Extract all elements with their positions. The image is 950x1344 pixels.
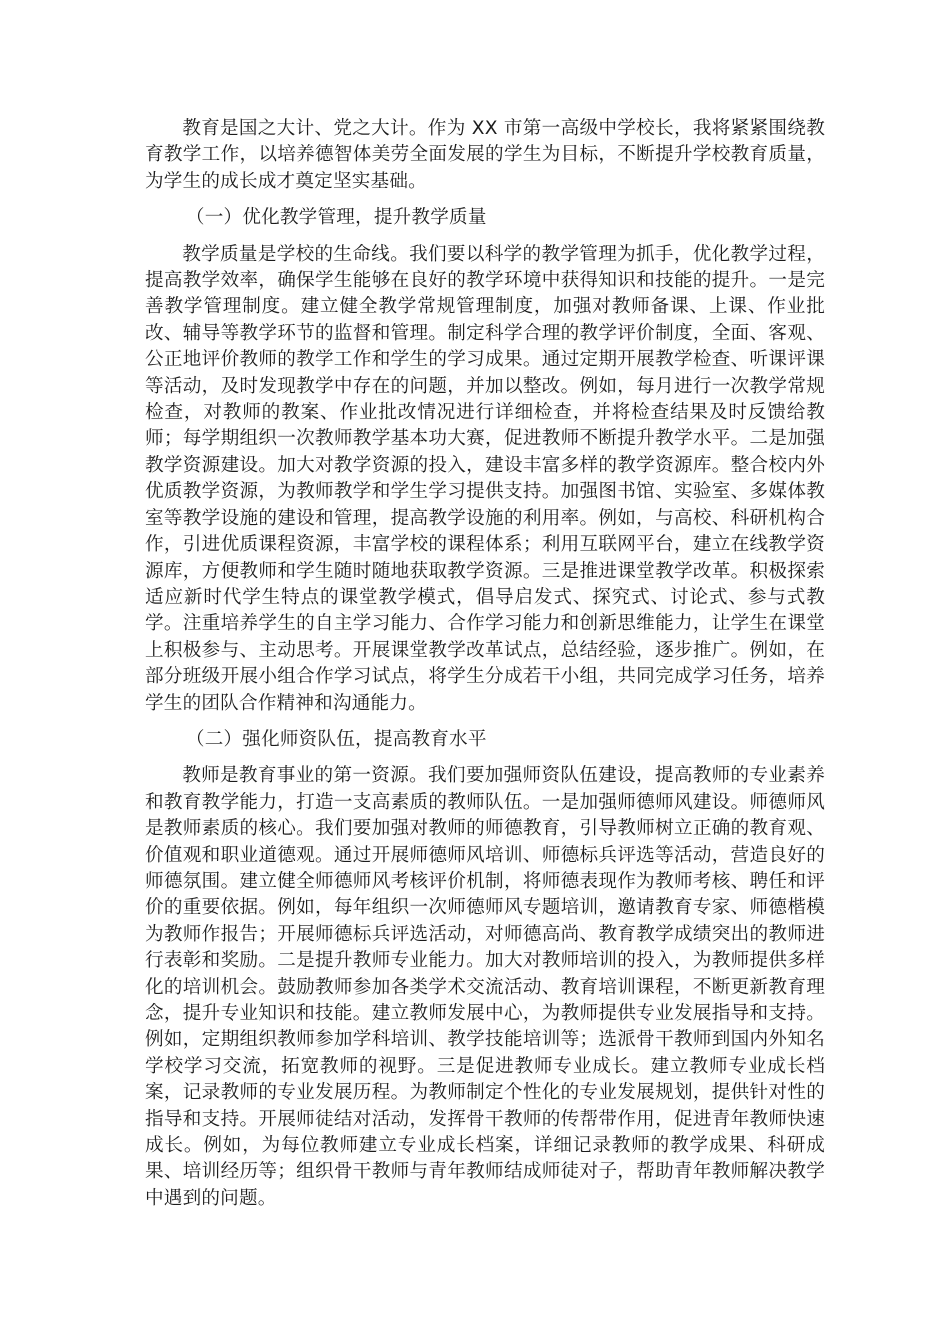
- section-body-2: 教师是教育事业的第一资源。我们要加强师资队伍建设，提高教师的专业素养和教育教学能力，打造一支高素质的教师队伍。一是加强师德师风建设。师德师风是教师素质的核心。我们要加强对教师的师德教育，引导教师树立正确的教育观、价值观和职业道德观。通过开展师德师风培训、师德标兵评选等活动，营造良好的师德氛围。建立健全师德师风考核评价机制，将师德表现作为教师考核、聘任和评价的重要依据。例如，每年组织一次师德师风专题培训，邀请教育专家、师德楷模为教师作报告；开展师德标兵评选活动，对师德高尚、教育教学成绩突出的教师进行表彰和奖励。二是提升教师专业能力。加大对教师培训的投入，为教师提供多样化的培训机会。鼓励教师参加各类学术交流活动、教育培训课程，不断更新教育理念，提升专业知识和技能。建立教师发展中心，为教师提供专业发展指导和支持。例如，定期组织教师参加学科培训、教学技能培训等；选派骨干教师到国内外知名学校学习交流，拓宽教师的视野。三是促进教师专业成长。建立教师专业成长档案，记录教师的专业发展历程。为教师制定个性化的专业发展规划，提供针对性的指导和支持。开展师徒结对活动，发挥骨干教师的传帮带作用，促进青年教师快速成长。例如，为每位教师建立专业成长档案，详细记录教师的教学成果、科研成果、培训经历等；组织骨干教师与青年教师结成师徒对子，帮助青年教师解决教学中遇到的问题。: [145, 765, 825, 1209]
- document-page: [145, 116, 825, 1212]
- section-body-1: 教学质量是学校的生命线。我们要以科学的教学管理为抓手，优化教学过程，提高教学效率，确保学生能够在良好的教学环境中获得知识和技能的提升。一是完善教学管理制度。建立健全教学常规管理制度，加强对教师备课、上课、作业批改、辅导等教学环节的监督和管理。制定科学合理的教学评价制度，全面、客观、公正地评价教师的教学工作和学生的学习成果。通过定期开展教学检查、听课评课等活动，及时发现教学中存在的问题，并加以整改。例如，每月进行一次教学常规检查，对教师的教案、作业批改情况进行详细检查，并将检查结果及时反馈给教师；每学期组织一次教师教学基本功大赛，促进教师不断提升教学水平。二是加强教学资源建设。加大对教学资源的投入，建设丰富多样的教学资源库。整合校内外优质教学资源，为教师教学和学生学习提供支持。加强图书馆、实验室、多媒体教室等教学设施的建设和管理，提高教学设施的利用率。例如，与高校、科研机构合作，引进优质课程资源，丰富学校的课程体系；利用互联网平台，建立在线教学资源库，方便教师和学生随时随地获取教学资源。三是推进课堂教学改革。积极探索适应新时代学生特点的课堂教学模式，倡导启发式、探究式、讨论式、参与式教学。注重培养学生的自主学习能力、合作学习能力和创新思维能力，让学生在课堂上积极参与、主动思考。开展课堂教学改革试点，总结经验，逐步推广。例如，在部分班级开展小组合作学习试点，将学生分成若干小组，共同完成学习任务，培养学生的团队合作精神和沟通能力。: [145, 243, 825, 714]
- section-heading-1: （一）优化教学管理，提升教学质量: [185, 207, 487, 229]
- intro-paragraph: 教育是国之大计、党之大计。作为 XX 市第一高级中学校长，我将紧紧围绕教育教学工作，以培养德智体美劳全面发展的学生为目标，不断提升学校教育质量，为学生的成长成才奠定坚实基础。: [145, 118, 825, 192]
- section-heading-2: （二）强化师资队伍，提高教育水平: [185, 728, 487, 750]
